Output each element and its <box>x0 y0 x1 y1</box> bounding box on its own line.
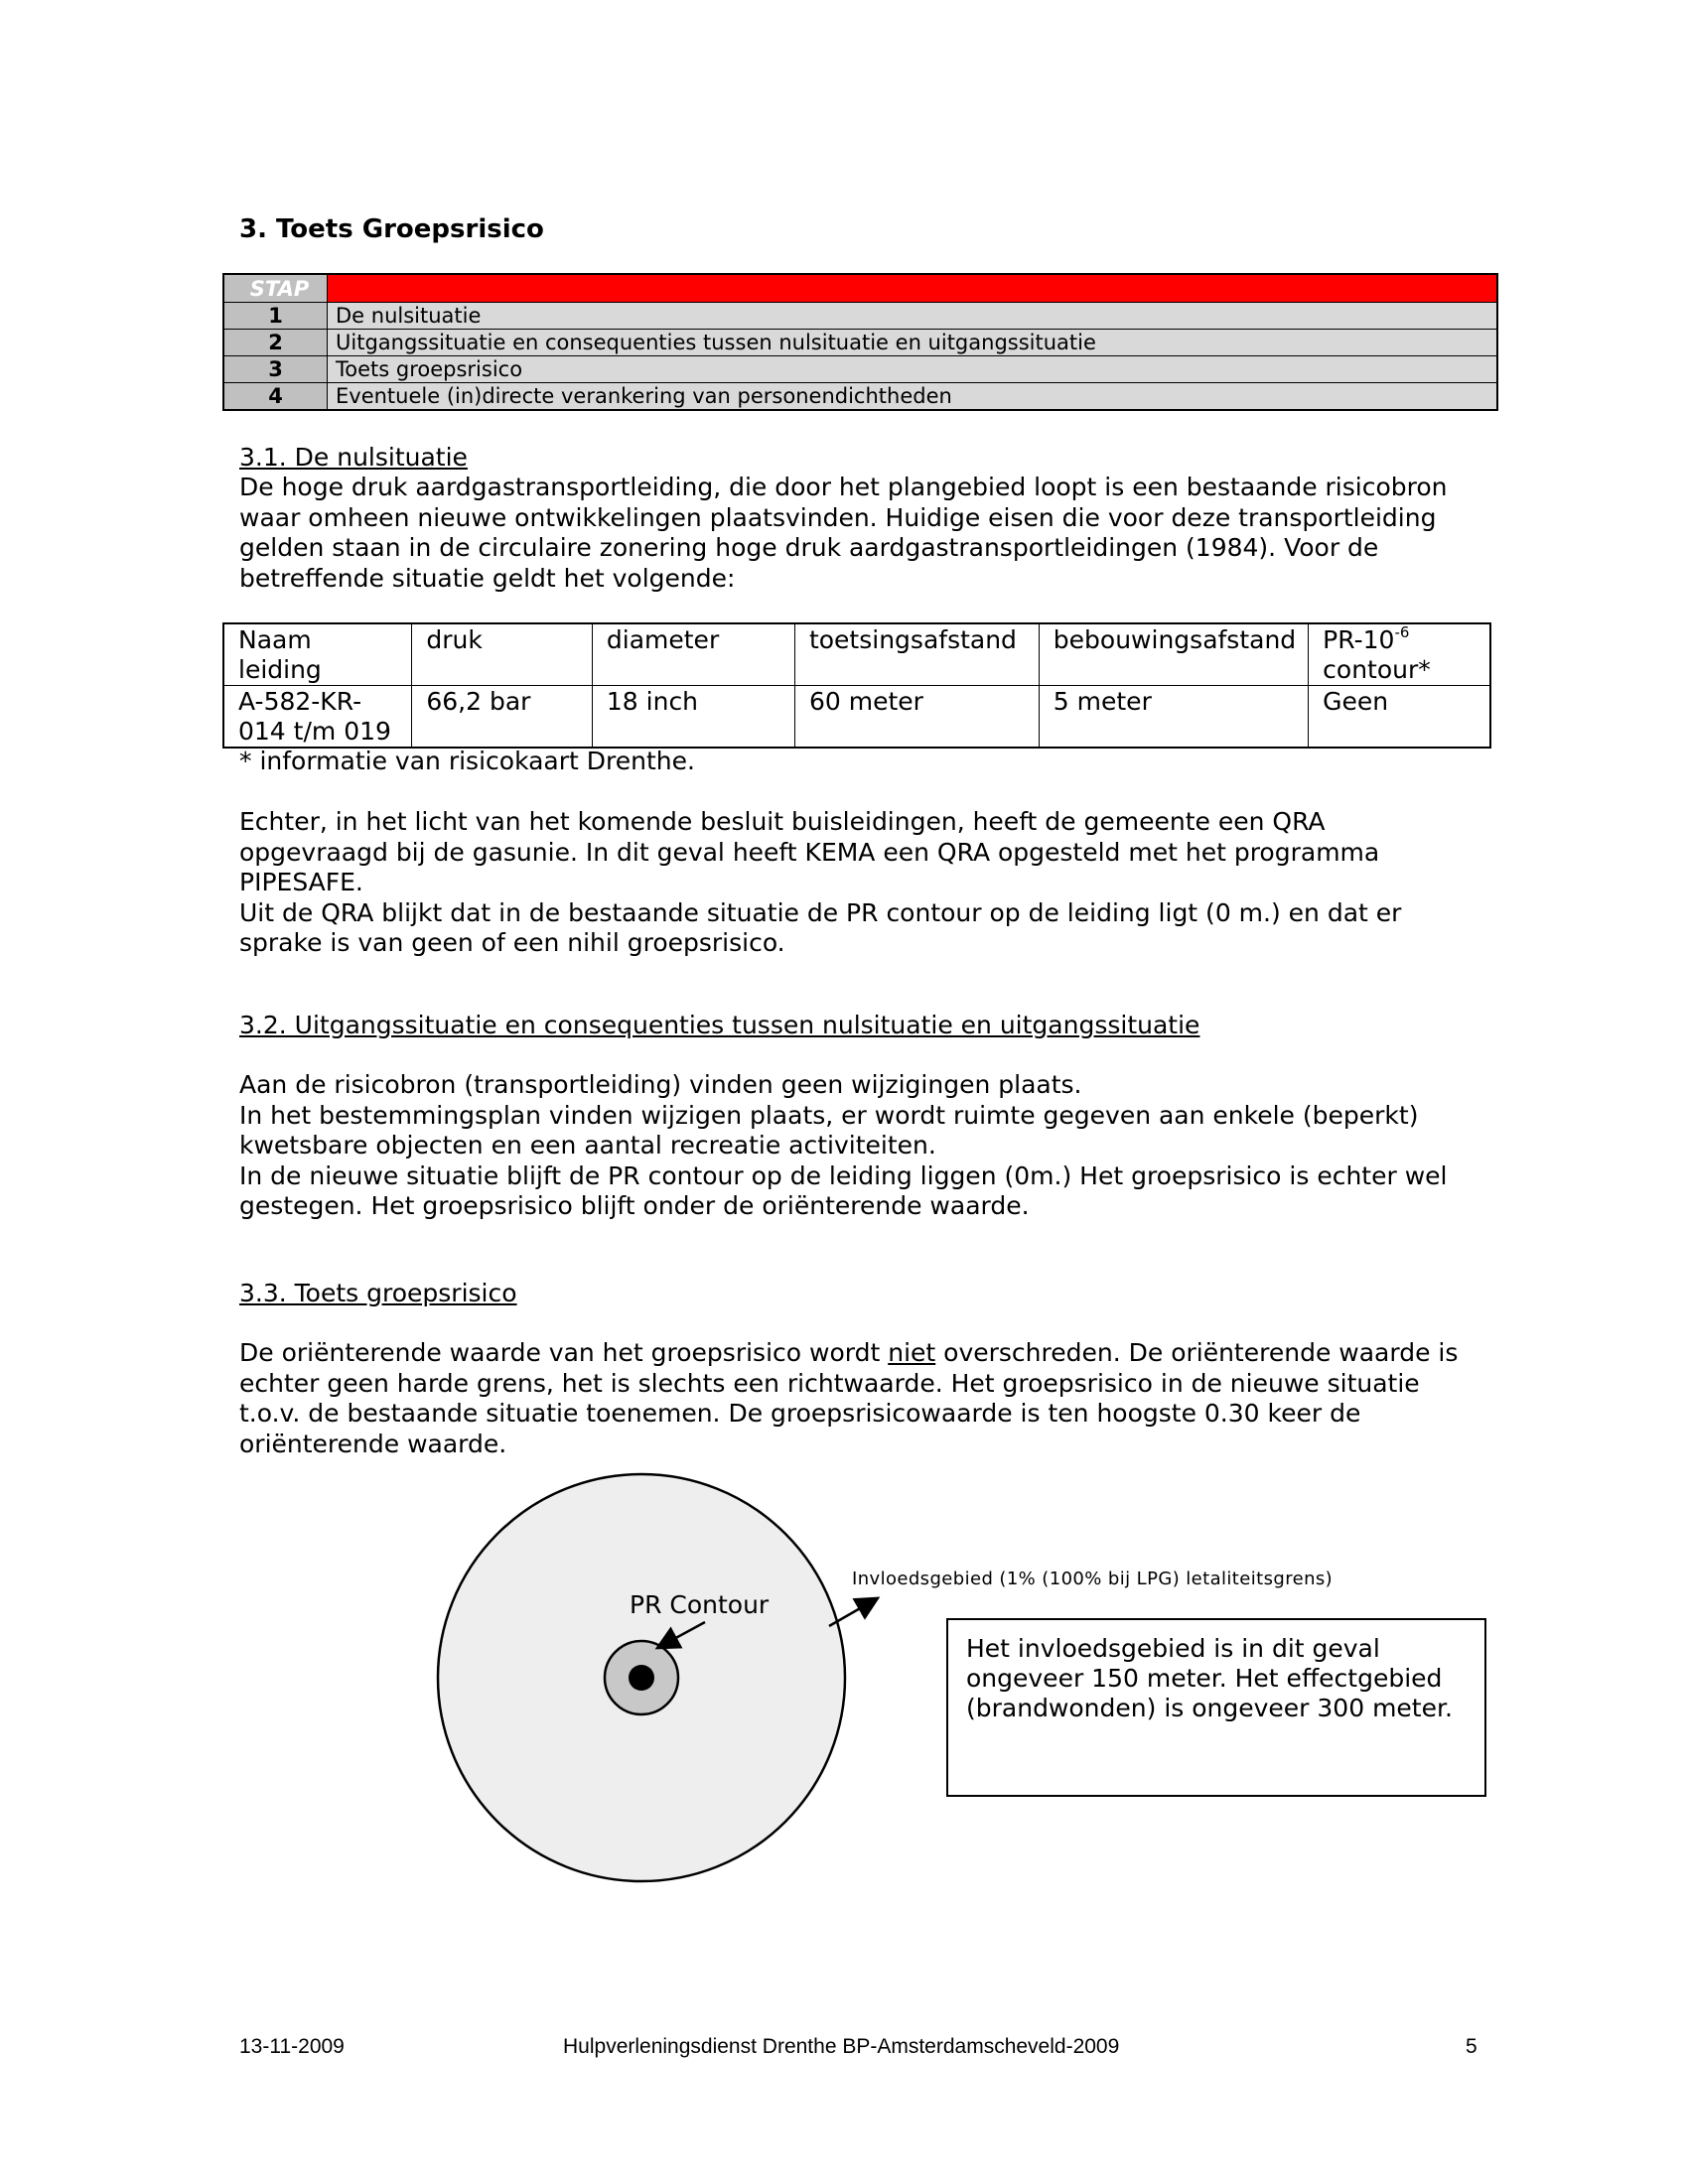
text-line: (brandwonden) is ongeveer 300 meter. <box>966 1694 1453 1722</box>
stap-label: Eventuele (in)directe verankering van personendichtheden <box>328 383 1498 411</box>
text-line: PIPESAFE. <box>239 868 363 896</box>
text-line: opgevraagd bij de gasunie. In dit geval heeft KEMA een QRA opgesteld met het programma <box>239 837 1380 867</box>
stap-label: Uitgangssituatie en consequenties tussen nulsituatie en uitgangssituatie <box>328 330 1498 356</box>
text-line: gestegen. Het groepsrisico blijft onder de oriënterende waarde. <box>239 1191 1030 1220</box>
naam-line-1: A-582-KR- <box>238 687 362 716</box>
text-line: In de nieuwe situatie blijft de PR contour op de leiding liggen (0m.) Het groepsrisico is echter wel <box>239 1160 1448 1190</box>
invloed-arrow <box>829 1599 876 1626</box>
text-line: In het bestemmingsplan vinden wijzigen plaats, er wordt ruimte gegeven aan enkele (beperkt) <box>239 1100 1419 1130</box>
naam-line-2: 014 t/m 019 <box>238 717 391 746</box>
pr-contour-label: PR Contour <box>630 1590 770 1619</box>
section-31-title: 3.1. De nulsituatie <box>239 443 468 472</box>
text-line: Uit de QRA blijkt dat in de bestaande situatie de PR contour op de leiding ligt (0 m.) en dat er <box>239 897 1402 927</box>
text-line: ongeveer 150 meter. Het effectgebied <box>966 1664 1443 1693</box>
text-line: oriënterende waarde. <box>239 1429 507 1458</box>
col-header-naam: Naam leiding <box>223 623 412 686</box>
text-line: sprake is van geen of een nihil groepsrisico. <box>239 928 785 957</box>
cell-toetsingsafstand: 60 meter <box>794 686 1039 749</box>
text-line: kwetsbare objecten en een aantal recreatie activiteiten. <box>239 1131 936 1160</box>
text-line: De hoge druk aardgastransportleiding, die door het plangebied loopt is een bestaande risicobron <box>239 473 1448 501</box>
page-title: 3. Toets Groepsrisico <box>239 214 544 244</box>
stap-number: 2 <box>223 330 328 356</box>
invloedsgebied-label: Invloedsgebied (1% (100% bij LPG) letaliteitsgrens) <box>852 1569 1334 1589</box>
pipeline-dot <box>629 1665 654 1691</box>
text-line: echter geen harde grens, het is slechts een richtwaarde. Het groepsrisico in de nieuwe situatie <box>239 1368 1420 1398</box>
col-header-druk: druk <box>412 623 593 686</box>
cell-diameter: 18 inch <box>592 686 794 749</box>
cell-druk: 66,2 bar <box>412 686 593 749</box>
text-line: gelden staan in de circulaire zonering hoge druk aardgastransportleidingen (1984). Voor de <box>239 533 1379 562</box>
stap-number: 4 <box>223 383 328 411</box>
text-line: Aan de risicobron (transportleiding) vinden geen wijzigingen plaats. <box>239 1070 1082 1099</box>
pr-exponent: -6 <box>1394 623 1410 641</box>
col-header-diameter: diameter <box>592 623 794 686</box>
section-32-title: 3.2. Uitgangssituatie en consequenties tussen nulsituatie en uitgangssituatie <box>239 1011 1200 1039</box>
col-header-bebouwingsafstand: bebouwingsafstand <box>1039 623 1308 686</box>
text-fragment: overschreden. De oriënterende waarde is <box>935 1338 1459 1367</box>
footer-page-number: 5 <box>1466 2035 1477 2058</box>
col-header-toetsingsafstand: toetsingsafstand <box>794 623 1039 686</box>
footer-title: Hulpverleningsdienst Drenthe BP-Amsterdamscheveld-2009 <box>563 2035 1120 2058</box>
text-line: betreffende situatie geldt het volgende: <box>239 563 736 593</box>
stap-header-label: STAP <box>223 274 328 303</box>
stap-label: De nulsituatie <box>328 303 1498 330</box>
table-footnote: * informatie van risicokaart Drenthe. <box>239 747 695 775</box>
stap-label: Toets groepsrisico <box>328 356 1498 383</box>
text-line: Echter, in het licht van het komende besluit buisleidingen, heeft de gemeente een QRA <box>239 807 1326 836</box>
cell-bebouwingsafstand: 5 meter <box>1039 686 1308 749</box>
text-line: Het invloedsgebied is in dit geval <box>966 1634 1380 1663</box>
info-box <box>946 1618 1486 1797</box>
stap-number: 1 <box>223 303 328 330</box>
underlined-word: niet <box>888 1338 936 1367</box>
section-33-title: 3.3. Toets groepsrisico <box>239 1279 517 1307</box>
cell-pr-contour: Geen <box>1309 686 1490 749</box>
text-line: t.o.v. de bestaande situatie toenemen. De groepsrisicowaarde is ten hoogste 0.30 keer de <box>239 1399 1361 1428</box>
footer-date: 13-11-2009 <box>239 2035 345 2058</box>
text-line: waar omheen nieuwe ontwikkelingen plaatsvinden. Huidige eisen die voor deze transportleiding <box>239 502 1437 532</box>
pr-suffix: contour* <box>1323 655 1431 684</box>
text-fragment: De oriënterende waarde van het groepsrisico wordt <box>239 1338 889 1367</box>
pr-prefix: PR-10 <box>1323 625 1395 654</box>
stap-number: 3 <box>223 356 328 383</box>
